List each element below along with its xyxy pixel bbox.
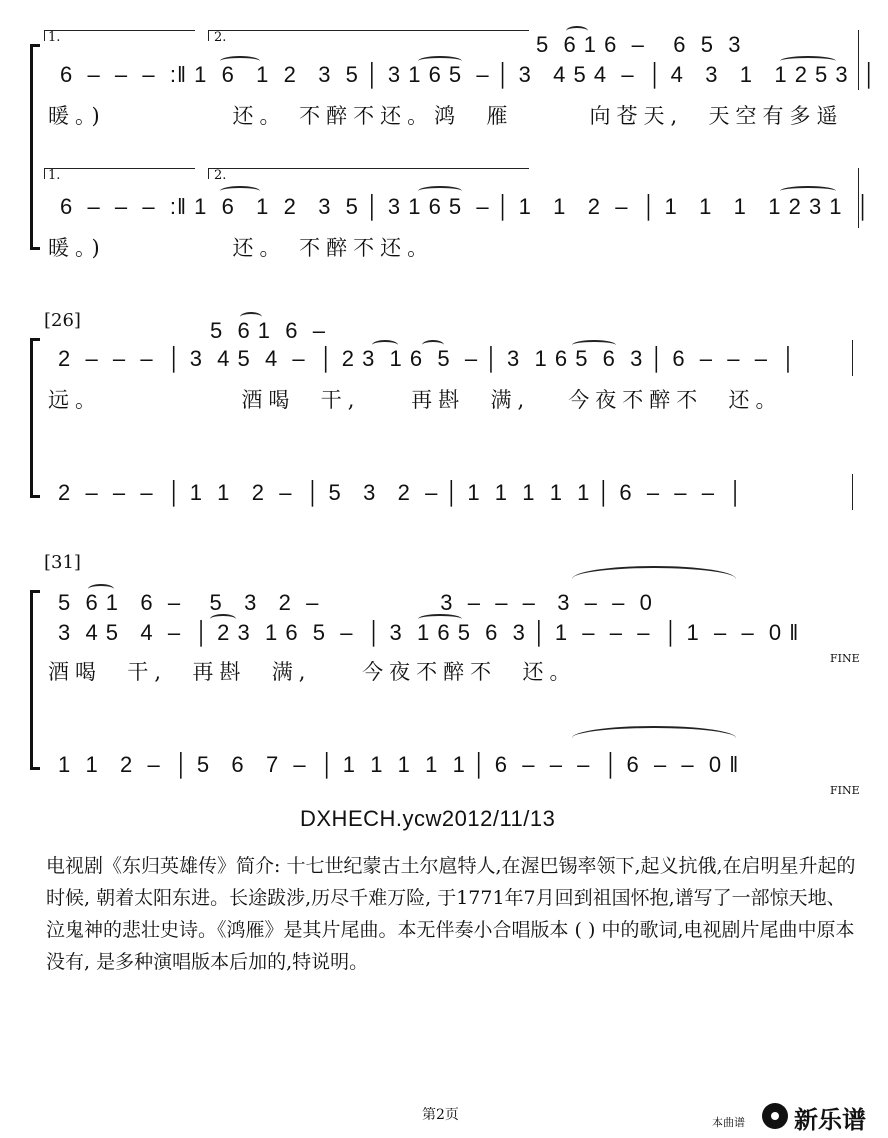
slur-arc — [88, 584, 114, 594]
slur-arc — [780, 56, 836, 66]
tie-arc — [566, 26, 588, 36]
system-1-top-lyrics: 暖。) 还。 不醉不还。鸿 雁 向苍天, 天空有多遥 — [48, 104, 844, 128]
system-1-bottom-lyrics: 暖。) 还。 不醉不还。 — [48, 236, 435, 260]
arranger-signature: DXHECH.ycw2012/11/13 — [300, 806, 556, 831]
system-3-upper-melody: 5 6 1 6 – 5 3 2 – 3 – – – 3 – – 0 — [58, 590, 653, 615]
long-slur-lower — [572, 726, 736, 750]
fine-mark-top: FINE — [830, 652, 860, 665]
slur-arc — [372, 340, 398, 350]
measure-number-26: [26] — [44, 310, 81, 331]
system-2-right-barline-lower — [852, 474, 853, 510]
tie-arc — [240, 312, 262, 322]
system-3-lyrics: 酒喝 干, 再斟 满, 今夜不醉不 还。 — [48, 660, 577, 684]
system-3-bottom-melody: 1 1 2 – │ 5 6 7 – │ 1 1 1 1 1 │ 6 – – – │ 6 – – 0 ‖ — [58, 752, 740, 777]
system-1-bottom-melody: 6 – – – :‖ 1 6 1 2 3 5 │ 3 1 6 5 – │ 1 1 2 – │ 1 1 1 1 2 3 1 │ — [60, 194, 872, 219]
volta-1-bracket-lower — [44, 168, 195, 179]
volta-1-label-lower: 1. — [48, 168, 61, 183]
volta-2-bracket — [208, 30, 529, 41]
system-2-brace — [30, 338, 40, 498]
slur-arc — [780, 186, 836, 196]
slur-arc — [418, 614, 462, 624]
volta-1-label: 1. — [48, 30, 61, 45]
volta-2-label: 2. — [214, 30, 227, 45]
brand-caption: 本曲谱 — [712, 1116, 745, 1129]
system-2-bottom-melody: 2 – – – │ 1 1 2 – │ 5 3 2 – │ 1 1 1 1 1 │ 6 – – – │ — [58, 480, 744, 505]
system-2-top-melody: 2 – – – │ 3 4 5 4 – │ 2 3 1 6 5 – │ 3 1 6 5 6 3 │ 6 – – – │ — [58, 346, 797, 371]
slur-arc — [220, 56, 260, 66]
system-1-upper-melody: 5 6 1 6 – 6 5 3 — [536, 32, 742, 57]
system-2-top-lyrics: 远。 酒喝 干, 再斟 满, 今夜不醉不 还。 — [48, 388, 783, 412]
page-number: 第2页 — [422, 1107, 459, 1123]
measure-number-31: [31] — [44, 552, 81, 573]
fine-mark-bottom: FINE — [830, 784, 860, 797]
volta-2-label-lower: 2. — [214, 168, 227, 183]
system-3-brace — [30, 590, 40, 770]
brand-logo[interactable] — [712, 1100, 882, 1132]
system-2-upper-melody: 5 6 1 6 – — [210, 318, 326, 343]
volta-1-bracket — [44, 30, 195, 41]
system-2-right-barline — [852, 340, 853, 376]
slur-arc — [418, 186, 462, 196]
brand-name: 新乐谱 — [794, 1106, 866, 1134]
slur-arc — [422, 340, 444, 350]
slur-arc — [210, 614, 236, 624]
long-slur — [572, 566, 736, 592]
slur-arc — [418, 56, 462, 66]
system-1-brace — [30, 44, 40, 250]
volta-2-bracket-lower — [208, 168, 529, 179]
system-3-top-melody: 3 4 5 4 – │ 2 3 1 6 5 – │ 3 1 6 5 6 3 │ 1 – – – │ 1 – – 0 ‖ — [58, 620, 800, 645]
system-1-top-melody: 6 – – – :‖ 1 6 1 2 3 5 │ 3 1 6 5 – │ 3 4 5 4 – │ 4 3 1 1 2 5 3 │ — [60, 62, 878, 87]
slur-arc — [220, 186, 260, 196]
vinyl-record-icon — [762, 1103, 788, 1129]
intro-paragraph: 电视剧《东归英雄传》简介: 十七世纪蒙古土尔扈特人,在渥巴锡率领下,起义抗俄,在启明星升起的时候, 朝着太阳东进。长途跋涉,历尽千难万险, 于1771年7月回到祖国怀抱,谱写了一部惊天地、泣鬼神的悲壮史诗。《鸿雁》是其片尾曲。本无伴奏小合唱版本 ( ) 中的歌词,电视剧片尾曲中原本没有, 是多种演唱版本后加的,特说明。 — [46, 855, 856, 973]
slur-arc — [572, 340, 616, 350]
